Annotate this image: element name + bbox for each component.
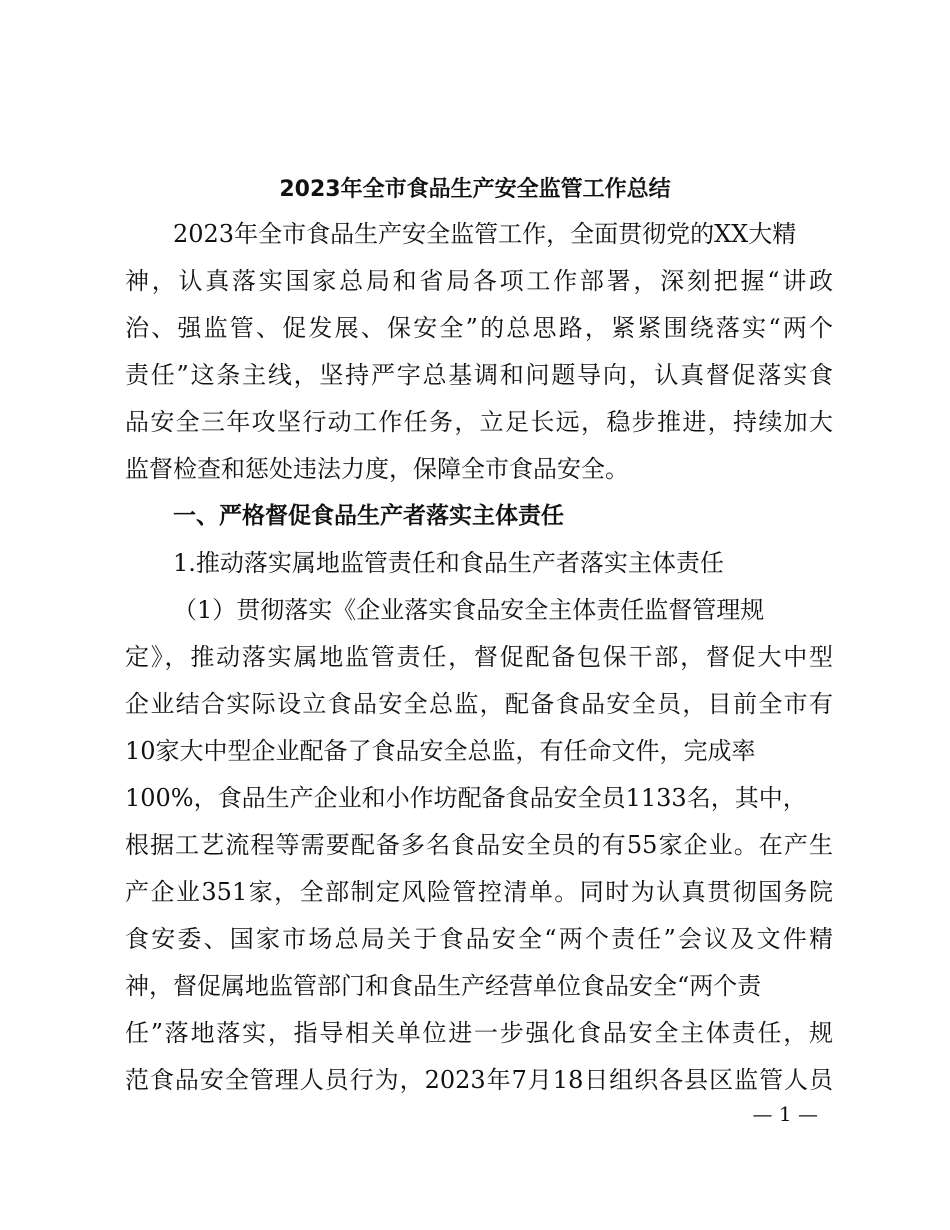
paragraph-line: 任”落地落实，指导相关单位进一步强化食品安全主体责任，规 — [125, 1019, 833, 1047]
paragraph-line: 治、强监管、促发展、保安全”的总思路，紧紧围绕落实“两个 — [125, 314, 833, 342]
paragraph-line: 根据工艺流程等需要配备多名食品安全员的有55家企业。在产生 — [125, 831, 833, 859]
paragraph-line: 10家大中型企业配备了食品安全总监，有任命文件，完成率 — [125, 737, 756, 765]
paragraph-line: 神，督促属地监管部门和食品生产经营单位食品安全“两个责 — [125, 972, 762, 1000]
paragraph-line: 企业结合实际设立食品安全总监，配备食品安全员，目前全市有 — [125, 690, 833, 718]
paragraph-line: 产企业351家，全部制定风险管控清单。同时为认真贯彻国务院 — [125, 878, 833, 906]
page-number: — 1 — — [752, 1102, 818, 1126]
paragraph-line: 2023年全市食品生产安全监管工作，全面贯彻党的XX大精 — [173, 220, 797, 248]
paragraph-line: 责任”这条主线，坚持严字总基调和问题导向，认真督促落实食 — [125, 361, 833, 389]
paragraph-line: 品安全三年攻坚行动工作任务，立足长远，稳步推进，持续加大 — [125, 408, 833, 436]
paragraph-line: 食安委、国家市场总局关于食品安全“两个责任”会议及文件精 — [125, 925, 833, 953]
paragraph-line: 神，认真落实国家总局和省局各项工作部署，深刻把握“讲政 — [125, 267, 833, 295]
paragraph-line: 监督检查和惩处违法力度，保障全市食品安全。 — [125, 455, 629, 483]
paragraph-line: 100%，食品生产企业和小作坊配备食品安全员1133名，其中， — [125, 784, 807, 812]
paragraph-line: 范食品安全管理人员行为，2023年7月18日组织各县区监管人员 — [125, 1066, 833, 1094]
paragraph-line: 定》，推动落实属地监管责任，督促配备包保干部，督促大中型 — [125, 643, 833, 671]
section-heading: 一、严格督促食品生产者落实主体责任 — [173, 503, 564, 529]
document-title: 2023年全市食品生产安全监管工作总结 — [279, 177, 671, 202]
subsection-heading: 1.推动落实属地监管责任和食品生产者落实主体责任 — [173, 549, 724, 577]
paragraph-line: （1）贯彻落实《企业落实食品安全主体责任监督管理规 — [173, 596, 765, 624]
